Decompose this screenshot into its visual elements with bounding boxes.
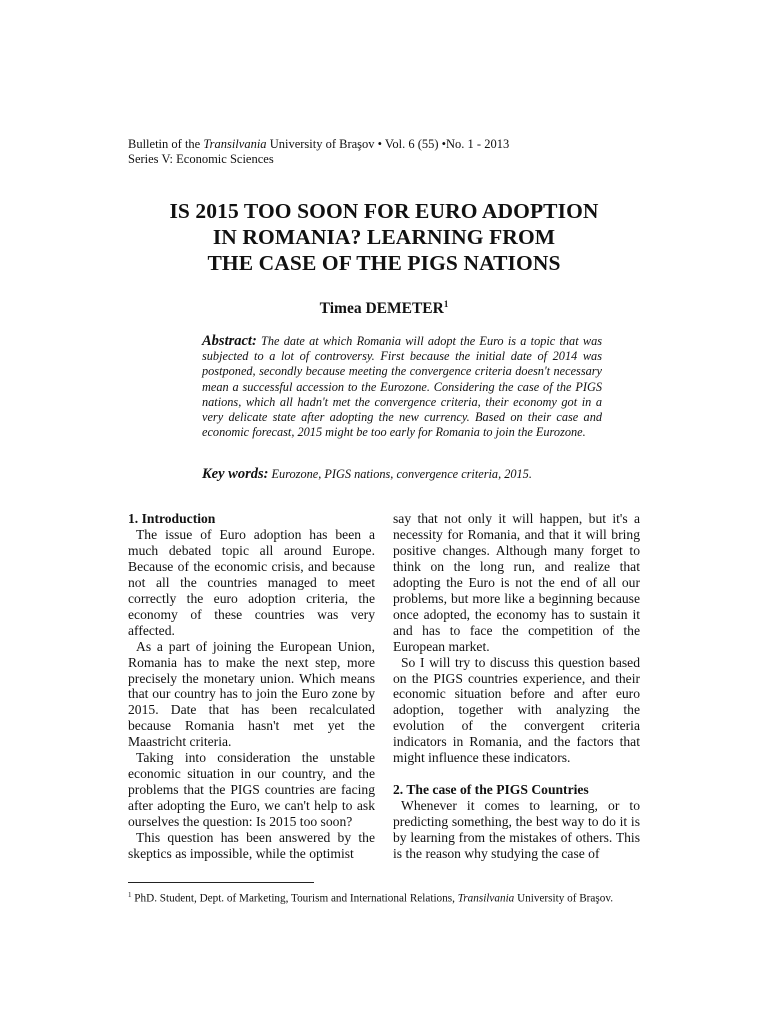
section-heading-pigs: 2. The case of the PIGS Countries xyxy=(393,782,589,798)
left-column xyxy=(128,511,375,862)
journal-citation: Bulletin of the Transilvania University of Braşov • Vol. 6 (55) •No. 1 - 2013 xyxy=(128,137,510,151)
footnote: $^1$ PhD. Student, Dept. of Marketing, Tourism and International Relations, Transilvania University of Braşov. xyxy=(128,891,613,905)
right-column xyxy=(393,511,640,862)
paragraph: Whenever it comes to learning, or to predicting something, the best way to do it is by learning from the mistakes of others. This is the reason why studying the case of xyxy=(393,798,640,862)
abstract-label: Abstract: xyxy=(202,333,257,349)
author-name: Timea DEMETER xyxy=(319,300,444,318)
title-line-3: THE CASE OF THE PIGS NATIONS xyxy=(207,251,561,275)
keywords-text: Eurozone, PIGS nations, convergence criteria, 2015. xyxy=(271,467,532,481)
paragraph: This question has been answered by the skeptics as impossible, while the optimist xyxy=(128,830,375,862)
title-line-1: IS 2015 TOO SOON FOR EURO ADOPTION xyxy=(169,199,599,223)
journal-header xyxy=(128,137,509,167)
paragraph: say that not only it will happen, but it's a necessity for Romania, and that it will bring positive changes. Although many forget to think on the long run, and realize that adopting the Euro is not the end of all our problems, but more like a beginning because once adopted, the economy has to sustain it and has to face the competition of the European market. xyxy=(393,511,640,654)
author-footnote-mark: 1 xyxy=(443,299,449,309)
paper-title xyxy=(128,198,640,276)
title-line-2: IN ROMANIA? LEARNING FROM xyxy=(212,225,556,249)
footnote-mark: 1 xyxy=(128,891,132,899)
keywords-label: Key words: xyxy=(202,466,269,482)
author xyxy=(128,299,640,318)
journal-series: Series V: Economic Sciences xyxy=(128,152,274,166)
paragraph: So I will try to discuss this question based on the PIGS countries experience, and their economic situation before and after euro adoption, together with analyzing the evolution of the convergent criteria indicators in Romania, and the factors that might influence these indicators. xyxy=(393,654,640,766)
abstract-text: The date at which Romania will adopt the Euro is a topic that was subjected to a lot of controversy. First because the initial date of 2014 was postponed, secondly because meeting the convergence criteria doesn't necessary mean a successful accession to the Eurozone. Considering the case of the PIGS nations, which all hadn't met the convergence criteria, their economy got in a very delicate state after adopting the new currency. Based on their case and economic forecast, 2015 might be too early for Romania to join the Eurozone. xyxy=(202,334,602,440)
footnote-divider xyxy=(128,882,314,883)
keywords xyxy=(202,466,602,483)
paragraph: The issue of Euro adoption has been a much debated topic all around Europe. Because of the economic crisis, and because not all the countries managed to meet correctly the euro adoption criteria, the economy of these countries was very affected. xyxy=(128,526,375,638)
abstract xyxy=(202,334,602,440)
section-heading-introduction: 1. Introduction xyxy=(128,511,216,526)
paragraph: As a part of joining the European Union, Romania has to make the next step, more precisely the monetary union. Which means that our country has to join the Euro zone by 2015. Date that has been recalculated because Romania hasn't met yet the Maastricht criteria. xyxy=(128,638,375,750)
section-gap xyxy=(393,766,640,782)
paragraph: Taking into consideration the unstable economic situation in our country, and the problems that the PIGS countries are facing after adopting the Euro, we can't help to ask ourselves the question: Is 2015 too soon? xyxy=(128,750,375,830)
